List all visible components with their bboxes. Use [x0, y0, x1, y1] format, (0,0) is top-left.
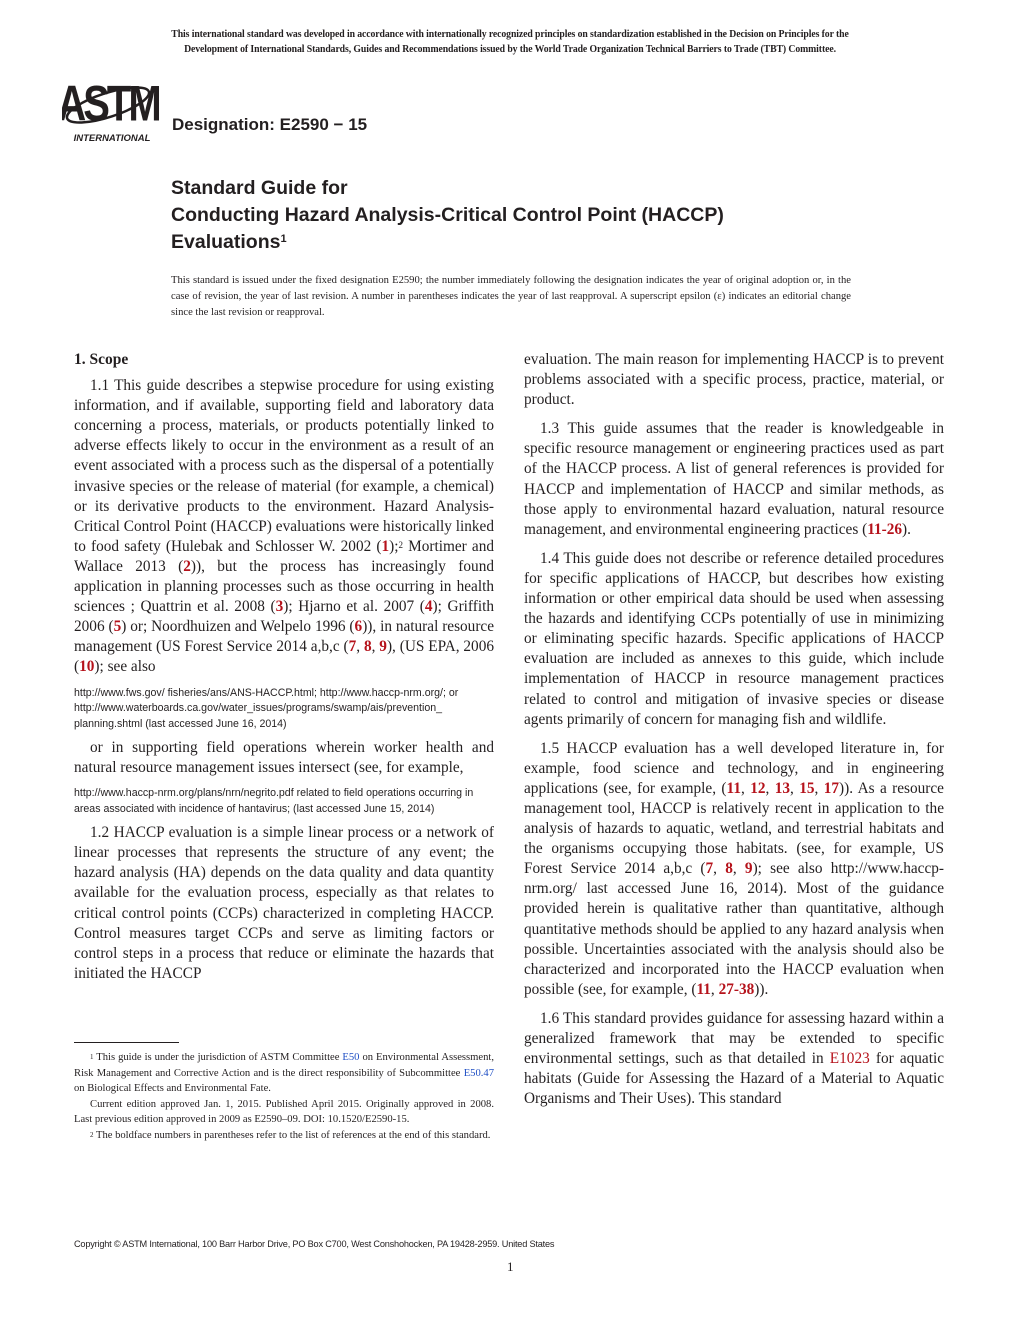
reference-link[interactable]: 1: [381, 537, 390, 555]
reference-link[interactable]: 11-26: [867, 520, 903, 538]
reference-link[interactable]: 5: [113, 618, 122, 636]
document-title: [171, 175, 724, 256]
designation: Designation: E2590 − 15: [172, 115, 368, 134]
paragraph-1-2: 1.2 HACCP evaluation is a simple linear process or a network of linear processes that represents the structure of any event; the hazard analysis (HA) depends on the data quality and data quantity available for the evaluation process, especially as that relates to critical control points (CCPs) characterized in completing HACCP. Control measures target CCPs and serve as limiting factors or control steps in a process that reduce or eliminate the hazards that initiated the HACCP: [74, 824, 494, 982]
title-footnote-mark[interactable]: 1: [280, 233, 287, 245]
footnote-2: $^2$ The boldface numbers in parentheses refer to the list of references at the end of this standard.: [90, 1129, 491, 1141]
reference-link[interactable]: 2: [183, 557, 191, 575]
paragraph-1-1: 1.1 This guide describes a stepwise procedure for using existing information, and if available, supporting field and laboratory data concerning a process, materials, or products potentially linked to adverse effects likely to occur in the environment as a result of an event associated with a process such as the dispersal of a potentially invasive species or the release of material (for example, a chemical) or its derivative products to the environment. Hazard Analysis-Critical Control Point (HACCP) evaluations were historically linked to food safety (Hulebak and Schlosser W. 2002 (1);$^2$ Mortimer and Wallace 2013 (2)), but the process has increasingly found application in planning processes such as those occurring in health sciences ; Quattrin et al. 2008 (3); Hjarno et al. 2007 (4); Griffith 2006 (5) or; Noordhuizen and Welpelo 1996 (6)), in natural resource management (US Forest Service 2014 a,b,c (7, 8, 9), (US EPA, 2006 (10); see also: [74, 377, 495, 676]
paragraph-continuation: or in supporting field operations wherein worker health and natural resource management issues intersect (see, for example,: [74, 739, 494, 777]
footnote-1: $^1$ This guide is under the jurisdiction of ASTM Committee E50 on Environmental Assessment, Risk Management and Corrective Action and is the direct responsibility of Subcommittee E50.47 on Biological Effects and Environmental Fate.: [74, 1052, 494, 1095]
paragraph-1-6: 1.6 This standard provides guidance for assessing hazard within a generalized framework that may be extended to specific environmental settings, such as that detailed in E1023 for aquatic habitats (Guide for Assessing the Hazard of a Material to Aquatic Organisms and Their Uses). This standard: [524, 1009, 944, 1108]
svg-text:ASTM: ASTM: [62, 78, 159, 132]
reference-link[interactable]: 10: [79, 658, 95, 676]
astm-logo: [62, 78, 162, 144]
reference-link[interactable]: 4: [424, 598, 433, 616]
wto-notice-line2: Development of International Standards, Guides and Recommendations issued by the World Trade Organization Technical Barriers to Trade (TBT) Committee.: [184, 44, 836, 55]
reference-link[interactable]: 17: [823, 779, 840, 797]
title-line1: Standard Guide for: [171, 177, 348, 199]
footnote-mark[interactable]: 2: [398, 539, 403, 550]
subcommittee-link[interactable]: E50.47: [463, 1067, 494, 1079]
reference-link[interactable]: 11: [696, 980, 711, 998]
standard-link-e1023[interactable]: E1023: [829, 1050, 870, 1068]
reference-link[interactable]: 8: [725, 860, 733, 878]
reference-link[interactable]: 8: [363, 638, 372, 656]
footnote-divider: [74, 1042, 179, 1043]
paragraph-1-3: 1.3 This guide assumes that the reader is knowledgeable in specific resource management or engineering practices used as part of the HACCP process. A list of general references is provided for HACCP and implementation of HACCP and similar methods, as those apply to environmental hazard evaluation, natural resource management, and environmental engineering practices (11-26).: [524, 420, 944, 538]
reference-link[interactable]: 7: [705, 860, 714, 878]
reference-link[interactable]: 6: [354, 618, 363, 636]
reference-link[interactable]: 27-38: [718, 980, 755, 998]
title-line2: Conducting Hazard Analysis-Critical Control Point (HACCP): [171, 204, 724, 226]
wto-notice: [96, 27, 924, 57]
reference-link[interactable]: 13: [774, 779, 790, 797]
reference-link[interactable]: 12: [750, 779, 766, 797]
paragraph-1-2-continued: evaluation. The main reason for implementing HACCP is to prevent problems associated with a specific process, practice, material, or product.: [524, 351, 944, 409]
wto-notice-line1: This international standard was developed in accordance with internationally recognized principles on standardization established in the Decision on Principles for the: [171, 29, 849, 40]
edition-note: Current edition approved Jan. 1, 2015. Published April 2015. Originally approved in 2008. Last previous edition approved in 2009 as E2590–09. DOI: 10.1520/E2590-15.: [74, 1098, 494, 1126]
reference-link[interactable]: 9: [379, 638, 387, 656]
footnotes: [74, 1050, 494, 1144]
reference-link[interactable]: 7: [348, 638, 357, 656]
reference-link[interactable]: 3: [275, 598, 284, 616]
committee-link[interactable]: E50: [342, 1052, 360, 1063]
title-line3: Evaluations$^1$: [171, 231, 287, 253]
section-heading-scope: 1. Scope: [74, 351, 129, 368]
reference-link[interactable]: 9: [744, 860, 753, 878]
page-number: 1: [507, 1259, 514, 1274]
reference-link[interactable]: 15: [799, 779, 815, 797]
right-column: [524, 350, 944, 1109]
copyright: Copyright © ASTM International, 100 Barr Harbor Drive, PO Box C700, West Conshohocken, PA 19428-2959. United States: [74, 1239, 555, 1249]
paragraph-1-4: 1.4 This guide does not describe or reference detailed procedures for specific applications of HACCP, but describes how existing information or other empirical data should be used when assessing the hazards and identifying CCPs potentially of use in minimizing or eliminating specific hazards. Specific applications of HACCP evaluation are included as annexes to this guide, which include implementation of HACCP in resource management practices related to control and mitigation of invasive species or disease agents primarily of concern for managing fish and wildlife.: [524, 549, 944, 728]
paragraph-1-5: 1.5 HACCP evaluation has a well developed literature in, for example, food science and technology, and in engineering applications (see, for example, (11, 12, 13, 15, 17)). As a resource management tool, HACCP is relatively recent in application to the analysis of hazards to aquatic, wetland, and terrestrial habitats and the organisms occupying those habitats. (see, for example, US Forest Service 2014 a,b,c (7, 8, 9); see also http://www.haccp-nrm.org/ last accessed June 16, 2014). Most of the guidance provided herein is qualitative rather than quantitative, although quantitative methods should be applied to any hazard analysis when possible. Uncertainties associated with the analysis should also be characterized and incorporated into the HACCP evaluation when possible (see, for example, (11, 27-38)).: [524, 739, 944, 998]
astm-logo-icon: [62, 78, 162, 144]
svg-text:INTERNATIONAL: INTERNATIONAL: [73, 133, 151, 144]
left-column: [74, 350, 494, 984]
url-block-1[interactable]: http://www.fws.gov/ fisheries/ans/ANS-HACCP.html; http://www.haccp-nrm.org/; or http://www.waterboards.ca.gov/water_issues/programs/swamp/ais/prevention_ planning.shtml (last accessed June 16, 2014): [74, 686, 459, 730]
url-block-2[interactable]: http://www.haccp-nrm.org/plans/nrn/negrito.pdf related to field operations occurring in areas associated with incidence of hantavirus; (last accessed June 15, 2014): [74, 787, 474, 815]
issued-note: This standard is issued under the fixed designation E2590; the number immediately following the designation indicates the year of original adoption or, in the case of revision, the year of last revision. A number in parentheses indicates the year of last reapproval. A superscript epsilon (ε) indicates an editorial change since the last revision or reapproval.: [171, 275, 851, 318]
reference-link[interactable]: 11: [726, 779, 741, 797]
